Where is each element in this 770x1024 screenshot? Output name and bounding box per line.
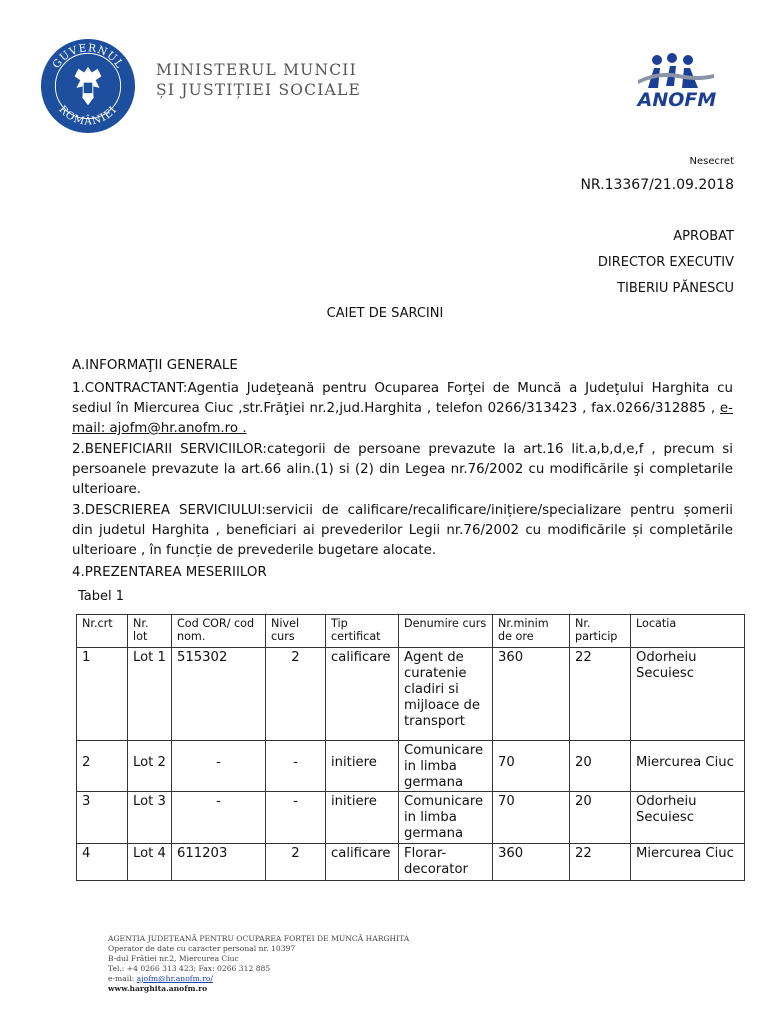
- anofm-logo: [618, 50, 736, 110]
- header-nrlot: Nr. lot: [128, 615, 172, 648]
- table-row: [77, 648, 745, 741]
- courses-table: [76, 614, 745, 881]
- cell-nivel: 2: [266, 648, 326, 741]
- cell-cod: 611203: [172, 844, 266, 881]
- footer-website-link[interactable]: www.harghita.anofm.ro: [108, 984, 208, 993]
- cell-cod: -: [172, 741, 266, 792]
- section-a-heading: A.INFORMAŢII GENERALE: [72, 358, 238, 373]
- cell-cod: -: [172, 792, 266, 844]
- cell-particip: 20: [570, 792, 631, 844]
- header-cod: Cod COR/ cod nom.: [172, 615, 266, 648]
- beneficiari-paragraph: [72, 440, 733, 500]
- table-header-row: [77, 615, 745, 648]
- cell-denumire: Comunicare in limba germana: [399, 792, 493, 844]
- contractant-end: .: [238, 421, 247, 436]
- header-denumire: Denumire curs: [399, 615, 493, 648]
- ministry-name: [156, 60, 361, 100]
- cell-denumire: Florar-decorator: [399, 844, 493, 881]
- footer-email-link[interactable]: ajofm@hr.anofm.ro/: [136, 974, 213, 983]
- contractant-email-link[interactable]: e-mail: ajofm@hr.anofm.ro: [72, 401, 733, 436]
- cell-particip: 20: [570, 741, 631, 792]
- cell-lot: Lot 3: [128, 792, 172, 844]
- table-row: [77, 792, 745, 844]
- table-row: [77, 844, 745, 881]
- cell-locatia: Miercurea Ciuc: [631, 844, 745, 881]
- cell-ore: 360: [493, 648, 570, 741]
- cell-nivel: -: [266, 741, 326, 792]
- cell-tip: initiere: [326, 741, 399, 792]
- cell-cod: 515302: [172, 648, 266, 741]
- footer-phone: Tel.: +4 0266 313 423; Fax: 0266 312 885: [108, 964, 271, 973]
- footer-address: B-dul Frăției nr.2, Miercurea Ciuc: [108, 954, 239, 963]
- government-seal-logo: [40, 38, 136, 134]
- cell-nr: 3: [77, 792, 128, 844]
- header-ore: Nr.minim de ore: [493, 615, 570, 648]
- cell-locatia: Odorheiu Secuiesc: [631, 792, 745, 844]
- footer: [108, 934, 409, 994]
- cell-tip: calificare: [326, 844, 399, 881]
- cell-tip: initiere: [326, 792, 399, 844]
- header-nrcrt: Nr.crt: [77, 615, 128, 648]
- anofm-logo-text: ANOFM: [637, 89, 717, 110]
- descriere-text: servicii de calificare/recalificare/inițiere/specializare pentru șomerii din judetul Harghita , beneficiari ai prevederilor Legii nr.76/2002 cu modificările și completările ulterioare , în funcție de prevederile bugetare alocate.: [72, 503, 733, 558]
- cell-ore: 360: [493, 844, 570, 881]
- ministry-line-2: ȘI JUSTIȚIEI SOCIALE: [156, 81, 361, 99]
- cell-denumire: Comunicare in limba germana: [399, 741, 493, 792]
- cell-lot: Lot 1: [128, 648, 172, 741]
- cell-locatia: Odorheiu Secuiesc: [631, 648, 745, 741]
- approval-role: DIRECTOR EXECUTIV: [597, 255, 734, 270]
- cell-locatia: Miercurea Ciuc: [631, 741, 745, 792]
- cell-particip: 22: [570, 844, 631, 881]
- cell-ore: 70: [493, 792, 570, 844]
- contractant-paragraph: [72, 379, 733, 439]
- cell-denumire: Agent de curatenie cladiri si mijloace de transport: [399, 648, 493, 741]
- classification-label: Nesecret: [689, 156, 734, 167]
- cell-tip: calificare: [326, 648, 399, 741]
- table-caption: Tabel 1: [78, 589, 125, 604]
- meserii-heading: 4.PREZENTAREA MESERIILOR: [72, 565, 267, 580]
- approval-name: TIBERIU PĂNESCU: [617, 281, 734, 296]
- seal-text-bottom: ROMÂNIEI: [56, 103, 120, 128]
- footer-email-line: [108, 974, 409, 984]
- ministry-line-1: MINISTERUL MUNCII: [156, 61, 357, 79]
- descriere-paragraph: [72, 501, 733, 561]
- cell-nr: 2: [77, 741, 128, 792]
- seal-text-top: GUVERNUL: [50, 42, 126, 71]
- beneficiari-label: 2.BENEFICIARII SERVICIILOR:: [72, 442, 267, 457]
- contractant-label: 1.CONTRACTANT:: [72, 381, 188, 396]
- footer-agency: AGENȚIA JUDEȚEANĂ PENTRU OCUPAREA FORȚEI DE MUNCĂ HARGHITA: [108, 934, 410, 943]
- footer-email-label: e-mail:: [108, 974, 137, 983]
- header-nivel: Nivel curs: [266, 615, 326, 648]
- document-number: NR.13367/21.09.2018: [580, 177, 734, 193]
- table-row: [77, 741, 745, 792]
- cell-lot: Lot 4: [128, 844, 172, 881]
- cell-nivel: 2: [266, 844, 326, 881]
- cell-particip: 22: [570, 648, 631, 741]
- approval-label: APROBAT: [673, 229, 734, 244]
- descriere-label: 3.DESCRIEREA SERVICIULUI:: [72, 503, 266, 518]
- cell-nr: 4: [77, 844, 128, 881]
- header-locatia: Locatia: [631, 615, 745, 648]
- header-tip: Tip certificat: [326, 615, 399, 648]
- contractant-text: Agentia Judeţeană pentru Ocuparea Forţei de Muncă a Judeţului Harghita cu sediul în Miercurea Ciuc ,str.Frăţiei nr.2,jud.Harghita , telefon 0266/313423 , fax.0266/312885 ,: [72, 381, 733, 416]
- cell-nr: 1: [77, 648, 128, 741]
- footer-operator: Operator de date cu caracter personal nr. 10397: [108, 944, 296, 953]
- cell-nivel: -: [266, 792, 326, 844]
- beneficiari-text: categorii de persoane prevazute la art.16 lit.a,b,d,e,f , precum si persoanele prevazute la art.66 alin.(1) si (2) din Legea nr.76/2002 cu modificările şi completarile ulterioare.: [72, 442, 733, 497]
- cell-ore: 70: [493, 741, 570, 792]
- cell-lot: Lot 2: [128, 741, 172, 792]
- document-title: CAIET DE SARCINI: [326, 306, 444, 321]
- header-particip: Nr. particip: [570, 615, 631, 648]
